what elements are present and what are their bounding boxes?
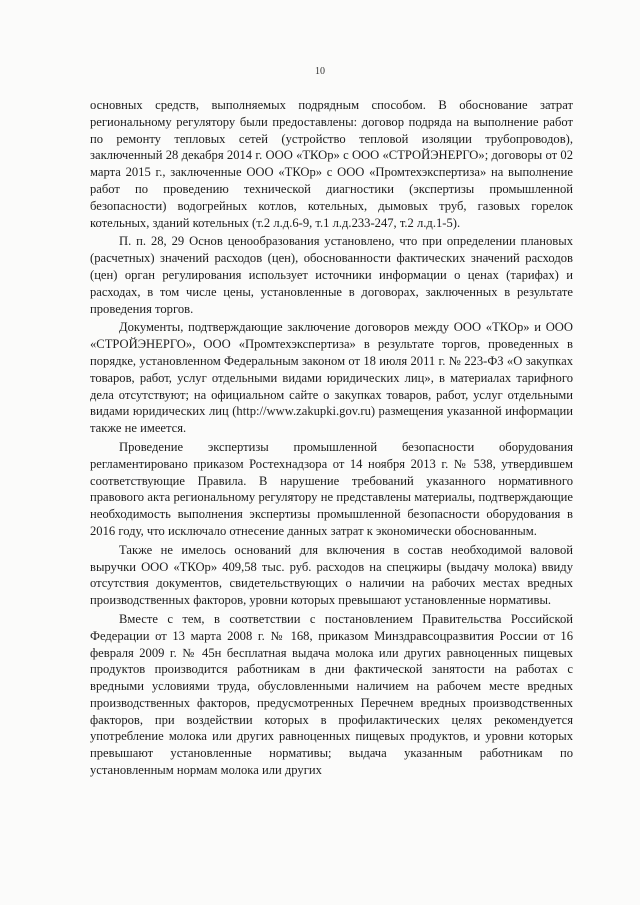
paragraph-safety-expertise: Проведение экспертизы промышленной безопасности оборудования регламентировано приказом Ростехнадзора от 14 ноября 2013 г. № 538, утвердившем соответствующие Правила. В нарушение требований указанного нормативного правового акта региональному регулятору не представлены материалы, подтверждающие необходимость выполнения экспертизы промышленной безопасности оборудования в 2016 году, что исключало отнесение данных затрат к экономически обоснованным. xyxy=(90,439,573,538)
paragraph-contracts-documents: Документы, подтверждающие заключение договоров между ООО «ТКОр» и ООО «СТРОЙЭНЕРГО», ООО «Промтехэкспертиза» в результате торгов, проведенных в порядке, установленном Федеральным законом от 18 июля 2011 г. № 223-ФЗ «О закупках товаров, работ, услуг отдельными видами юридических лиц», в материалах тарифного дела отсутствуют; на официальном сайте о закупках товаров, работ, услуг отдельными видами юридических лиц (http://www.zakupki.gov.ru) размещения указанной информации также не имеется. xyxy=(90,320,573,436)
paragraph-continued: основных средств, выполняемых подрядным способом. В обоснование затрат региональному регулятору были предоставлены: договор подряда на выполнение работ по ремонту тепловых сетей (устройство тепловой изоляции трубопроводов), заключенный 28 декабря 2014 г. ООО «ТКОр» с ООО «СТРОЙЭНЕРГО»; договоры от 02 марта 2015 г., заключенные ООО «ТКОр» с ООО «Промтехэкспертиза» на выполнение работ по проведению технической диагностики (экспертизы промышленной безопасности) водогрейных котлов, котельных, дымовых труб, газовых горелок котельных, зданий котельных (т.2 л.д.6-9, т.1 л.д.233-247, т.2 л.д.1-5). xyxy=(90,98,573,230)
paragraph-pricing-basics: П. п. 28, 29 Основ ценообразования установлено, что при определении плановых (расчетных) значений расходов (цен), обоснованности фактических значений расходов (цен) орган регулирования использует источники информации о ценах (тарифах) и расходах, в том числе цены, установленные в договорах, заключенных в результате проведения торгов. xyxy=(90,234,573,316)
paragraph-government-decree: Вместе с тем, в соответствии с постановлением Правительства Российской Федерации от 13 марта 2008 г. № 168, приказом Минздравсоцразвития России от 16 февраля 2009 г. № 45н бесплатная выдача молока или других равноценных пищевых продуктов производится работникам в дни фактической занятости на работах с вредными условиями труда, обусловленными наличием на рабочем месте вредных производственных факторов, предусмотренных Перечнем вредных производственных факторов, при воздействии которых в профилактических целях рекомендуется употребление молока или других равноценных пищевых продуктов, и уровни которых превышают установленные нормативы; выдача указанным работникам по установленным нормам молока или других xyxy=(90,611,573,778)
document-body xyxy=(90,97,573,781)
page-number: 10 xyxy=(315,66,325,77)
paragraph-milk-expenses: Также не имелось оснований для включения в состав необходимой валовой выручки ООО «ТКОр» 409,58 тыс. руб. расходов на спецжиры (выдачу молока) ввиду отсутствия документов, свидетельствующих о наличии на рабочих местах вредных производственных факторов, уровни которых превышают установленные нормативы. xyxy=(90,542,573,608)
